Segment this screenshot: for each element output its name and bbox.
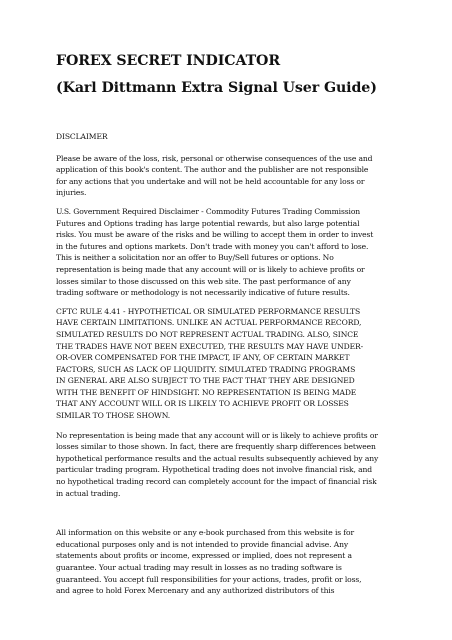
paragraph-line: no hypothetical trading record can completely account for the impact of financial risk: [56, 477, 377, 487]
paragraph-line: IN GENERAL ARE ALSO SUBJECT TO THE FACT THAT THEY ARE DESIGNED: [56, 376, 355, 386]
document-page: [56, 48, 402, 597]
paragraph-line: in the futures and options markets. Don't trade with money you can't afford to lose.: [56, 241, 369, 251]
paragraph-line: THAT ANY ACCOUNT WILL OR IS LIKELY TO ACHIEVE PROFIT OR LOSSES: [56, 399, 349, 409]
paragraph-line: trading software or methodology is not necessarily indicative of future results.: [56, 288, 350, 298]
paragraph-liability: [56, 153, 402, 199]
paragraph-line: in actual trading.: [56, 488, 121, 498]
paragraph-line: FACTORS, SUCH AS LACK OF LIQUIDITY. SIMULATED TRADING PROGRAMS: [56, 364, 356, 374]
paragraph-line: guaranteed. You accept full responsibilities for your actions, trades, profit or loss,: [56, 574, 362, 584]
paragraph-line: statements about profits or income, expressed or implied, does not represent a: [56, 551, 352, 561]
paragraph-line: All information on this website or any e-book purchased from this website is for: [56, 528, 355, 538]
paragraph-line: losses similar to those shown. In fact, there are frequently sharp differences between: [56, 442, 376, 452]
paragraph-line: WITH THE BENEFIT OF HINDSIGHT. NO REPRESENTATION IS BEING MADE: [56, 387, 357, 397]
paragraph-line: OR-OVER COMPENSATED FOR THE IMPACT, IF ANY, OF CERTAIN MARKET: [56, 353, 350, 363]
paragraph-educational-purposes: [56, 527, 402, 597]
paragraph-line: application of this book's content. The author and the publisher are not responsible: [56, 165, 369, 175]
paragraph-line: educational purposes only and is not intended to provide financial advise. Any: [56, 539, 349, 549]
paragraph-line: HAVE CERTAIN LIMITATIONS. UNLIKE AN ACTUAL PERFORMANCE RECORD,: [56, 318, 362, 328]
paragraph-line: for any actions that you undertake and will not be held accountable for any loss or: [56, 176, 365, 186]
paragraph-cftc-rule: [56, 306, 402, 422]
title-line-1: FOREX SECRET INDICATOR: [56, 53, 281, 69]
paragraph-line: particular trading program. Hypothetical trading does not involve financial risk, and: [56, 465, 373, 475]
paragraph-line: U.S. Government Required Disclaimer - Commodity Futures Trading Commission: [56, 206, 361, 216]
paragraph-line: SIMILAR TO THOSE SHOWN.: [56, 411, 171, 421]
paragraph-government-disclaimer: [56, 206, 402, 299]
document-title: [56, 48, 402, 102]
paragraph-hypothetical-results: [56, 430, 402, 500]
paragraph-line: This is neither a solicitation nor an offer to Buy/Sell futures or options. No: [56, 253, 334, 263]
paragraph-line: Please be aware of the loss, risk, personal or otherwise consequences of the use and: [56, 153, 373, 163]
paragraph-line: No representation is being made that any account will or is likely to achieve profits or: [56, 430, 378, 440]
paragraph-line: hypothetical performance results and the actual results subsequently achieved by any: [56, 453, 379, 463]
paragraph-line: SIMULATED RESULTS DO NOT REPRESENT ACTUAL TRADING. ALSO, SINCE: [56, 329, 359, 339]
disclaimer-heading: DISCLAIMER: [56, 132, 108, 141]
paragraph-line: CFTC RULE 4.41 - HYPOTHETICAL OR SIMULATED PERFORMANCE RESULTS: [56, 306, 361, 316]
paragraph-line: and agree to hold Forex Mercenary and any authorized distributors of this: [56, 586, 335, 596]
paragraph-line: representation is being made that any account will or is likely to achieve profits or: [56, 264, 365, 274]
paragraph-line: Futures and Options trading has large potential rewards, but also large potential: [56, 218, 360, 228]
title-line-2: (Karl Dittmann Extra Signal User Guide): [56, 80, 377, 96]
paragraph-line: injuries.: [56, 188, 87, 198]
paragraph-line: THE TRADES HAVE NOT BEEN EXECUTED, THE RESULTS MAY HAVE UNDER-: [56, 341, 364, 351]
paragraph-line: losses similar to those discussed on this web site. The past performance of any: [56, 276, 351, 286]
paragraph-line: guarantee. Your actual trading may result in losses as no trading software is: [56, 563, 342, 572]
paragraph-line: risks. You must be aware of the risks and be willing to accept them in order to invest: [56, 230, 374, 240]
